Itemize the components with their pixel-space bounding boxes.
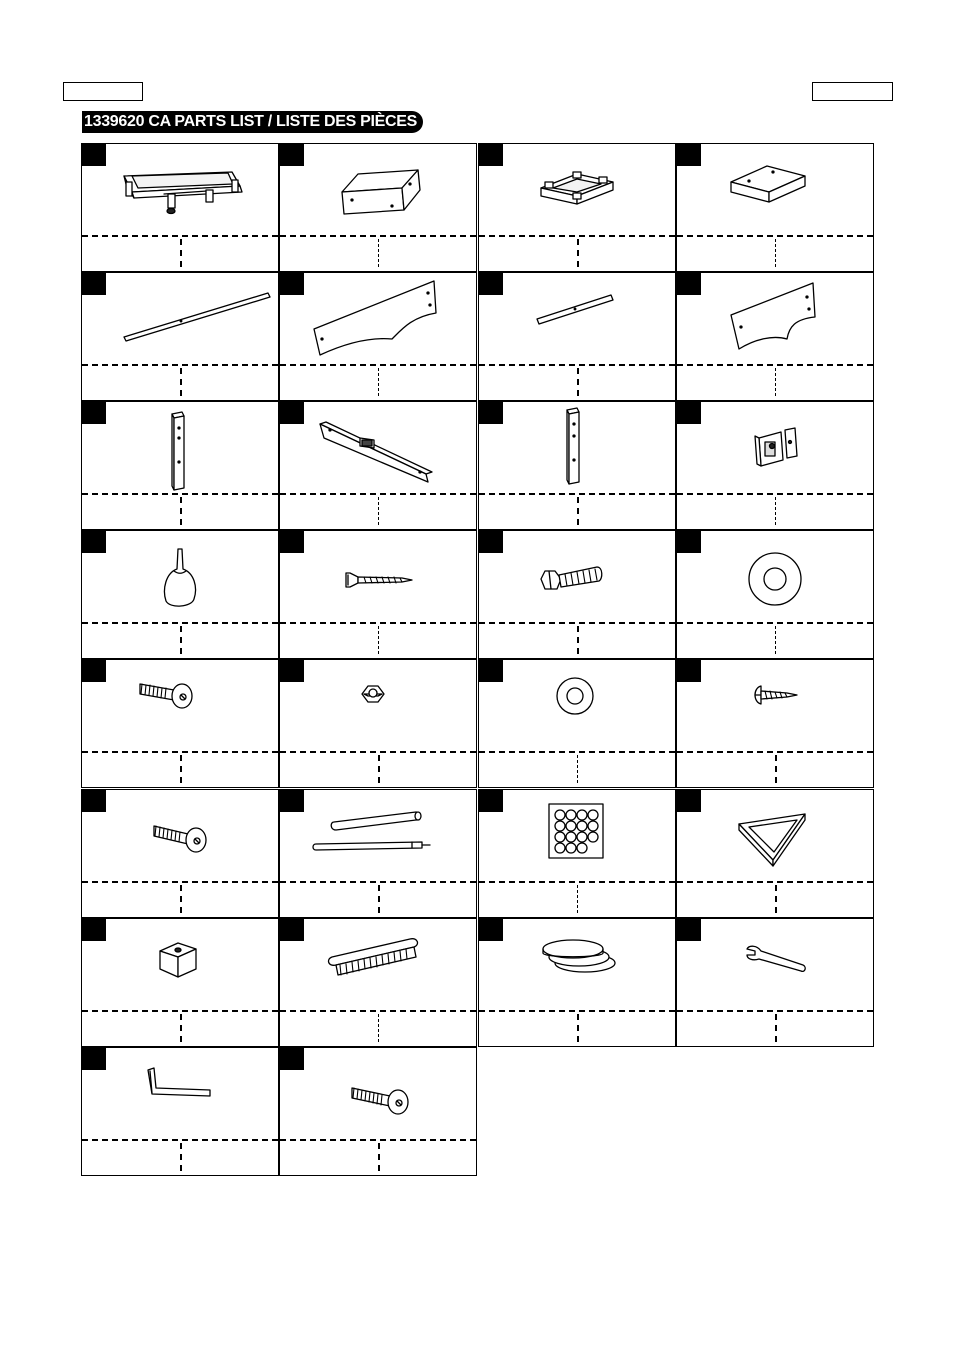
part-cell-7 bbox=[478, 272, 676, 401]
part-cell-12 bbox=[676, 401, 874, 530]
part-cell-footer bbox=[82, 493, 278, 529]
leg-block-icon bbox=[677, 144, 873, 236]
part-cell-footer bbox=[677, 1010, 873, 1046]
part-cell-footer bbox=[280, 881, 476, 917]
part-cell-14 bbox=[279, 530, 477, 659]
large-washer-icon bbox=[677, 531, 873, 623]
part-cell-footer bbox=[479, 751, 675, 787]
part-cell-27 bbox=[478, 918, 676, 1047]
short-rail-strip-icon bbox=[479, 273, 675, 365]
part-cell-17 bbox=[81, 659, 279, 788]
flat-head-screw-icon bbox=[280, 531, 476, 623]
leg-post-icon bbox=[82, 402, 278, 494]
part-cell-footer bbox=[280, 751, 476, 787]
part-cell-6 bbox=[279, 272, 477, 401]
cue-sticks-icon bbox=[280, 790, 476, 882]
truss-head-screw-icon bbox=[677, 660, 873, 752]
part-cell-footer bbox=[479, 493, 675, 529]
cross-brace-icon bbox=[280, 402, 476, 494]
triangle-rack-icon bbox=[677, 790, 873, 882]
part-cell-footer bbox=[479, 622, 675, 658]
part-cell-footer bbox=[280, 364, 476, 400]
hex-bolt-icon bbox=[479, 531, 675, 623]
part-cell-19 bbox=[478, 659, 676, 788]
part-cell-footer bbox=[479, 881, 675, 917]
leg-clamp-bracket-icon bbox=[677, 402, 873, 494]
part-cell-21 bbox=[81, 789, 279, 918]
part-cell-1 bbox=[81, 143, 279, 272]
connector-bolt-icon bbox=[82, 660, 278, 752]
part-cell-25 bbox=[81, 918, 279, 1047]
allen-key-icon bbox=[82, 1048, 278, 1140]
part-cell-footer bbox=[677, 622, 873, 658]
part-cell-22 bbox=[279, 789, 477, 918]
part-cell-3 bbox=[478, 143, 676, 272]
part-cell-16 bbox=[676, 530, 874, 659]
part-cell-26 bbox=[279, 918, 477, 1047]
part-cell-footer bbox=[677, 751, 873, 787]
header-label-box-right bbox=[812, 82, 893, 101]
felt-pads-icon bbox=[479, 919, 675, 1011]
part-cell-footer bbox=[280, 235, 476, 271]
center-frame-icon bbox=[479, 144, 675, 236]
connector-bolt-medium-icon bbox=[82, 790, 278, 882]
part-cell-24 bbox=[676, 789, 874, 918]
part-cell-footer bbox=[82, 622, 278, 658]
part-cell-footer bbox=[82, 364, 278, 400]
part-cell-23 bbox=[478, 789, 676, 918]
part-cell-9 bbox=[81, 401, 279, 530]
part-cell-footer bbox=[479, 364, 675, 400]
part-cell-2 bbox=[279, 143, 477, 272]
part-cell-footer bbox=[280, 622, 476, 658]
small-washer-icon bbox=[479, 660, 675, 752]
part-cell-13 bbox=[81, 530, 279, 659]
short-apron-panel-icon bbox=[677, 273, 873, 365]
part-cell-8 bbox=[676, 272, 874, 401]
part-cell-11 bbox=[478, 401, 676, 530]
part-cell-18 bbox=[279, 659, 477, 788]
part-cell-footer bbox=[677, 364, 873, 400]
ball-set-icon bbox=[479, 790, 675, 882]
header-label-box-left bbox=[63, 82, 143, 101]
part-cell-29 bbox=[81, 1047, 279, 1176]
part-cell-footer bbox=[280, 1139, 476, 1175]
long-rail-strip-icon bbox=[82, 273, 278, 365]
pool-table-icon bbox=[82, 144, 278, 236]
part-cell-footer bbox=[479, 235, 675, 271]
part-cell-20 bbox=[676, 659, 874, 788]
hex-nut-icon bbox=[280, 660, 476, 752]
leg-post-short-icon bbox=[479, 402, 675, 494]
part-cell-15 bbox=[478, 530, 676, 659]
part-cell-footer bbox=[280, 493, 476, 529]
part-cell-footer bbox=[479, 1010, 675, 1046]
wrench-icon bbox=[677, 919, 873, 1011]
corner-bracket-icon bbox=[280, 144, 476, 236]
part-cell-footer bbox=[280, 1010, 476, 1046]
part-cell-footer bbox=[677, 493, 873, 529]
part-cell-footer bbox=[82, 235, 278, 271]
part-cell-footer bbox=[677, 235, 873, 271]
connector-bolt-long-icon bbox=[280, 1048, 476, 1140]
part-cell-footer bbox=[82, 881, 278, 917]
part-cell-30 bbox=[279, 1047, 477, 1176]
chalk-cube-icon bbox=[82, 919, 278, 1011]
part-cell-footer bbox=[82, 1139, 278, 1175]
part-cell-10 bbox=[279, 401, 477, 530]
part-cell-28 bbox=[676, 918, 874, 1047]
part-cell-footer bbox=[82, 1010, 278, 1046]
table-brush-icon bbox=[280, 919, 476, 1011]
part-cell-4 bbox=[676, 143, 874, 272]
chalk-pump-icon bbox=[82, 531, 278, 623]
part-cell-footer bbox=[82, 751, 278, 787]
part-cell-5 bbox=[81, 272, 279, 401]
part-cell-footer bbox=[677, 881, 873, 917]
page-title: 1339620 CA PARTS LIST / LISTE DES PIÈCES bbox=[82, 111, 423, 133]
long-apron-panel-icon bbox=[280, 273, 476, 365]
